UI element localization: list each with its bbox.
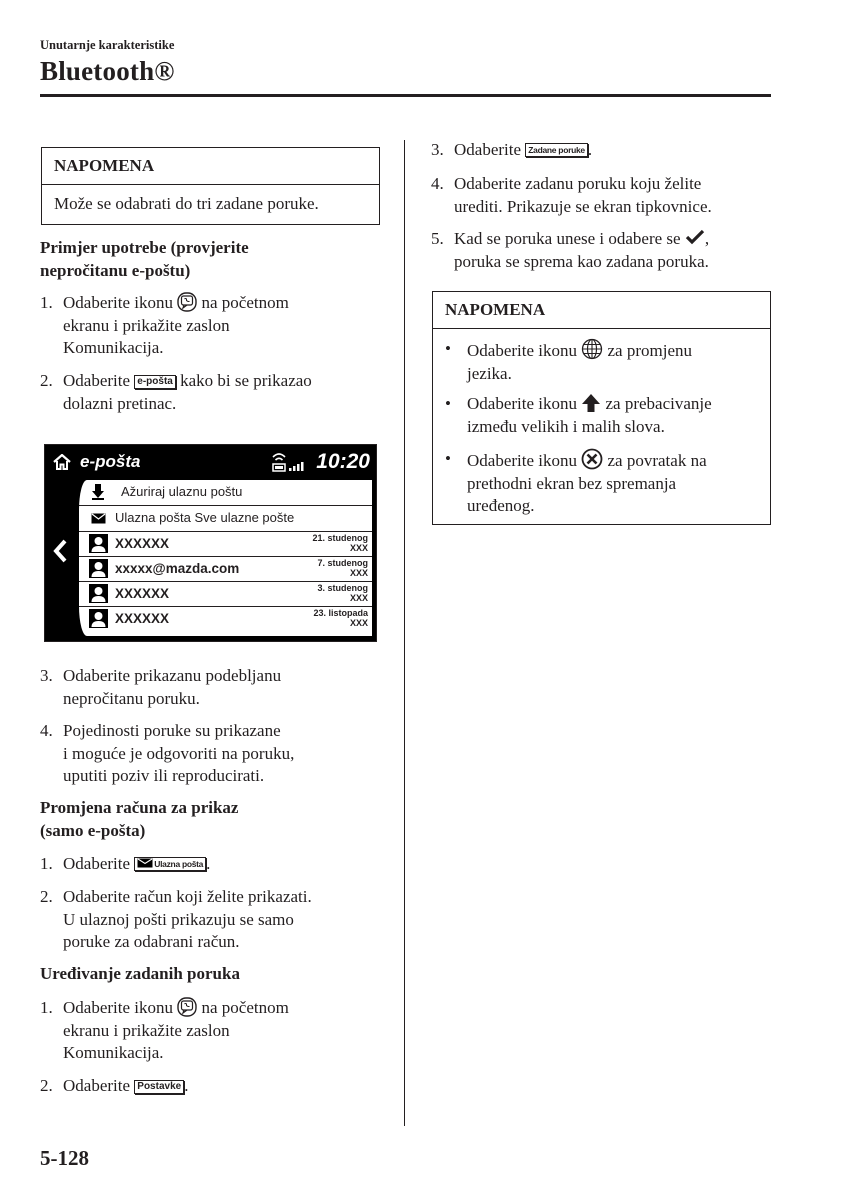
message-sender: XXXXXX — [115, 611, 170, 626]
email-button[interactable]: e-pošta — [134, 375, 176, 389]
step-text: ekranu i prikažite zaslon — [63, 1020, 230, 1040]
step-item — [40, 370, 380, 415]
step-text: uputiti poziv ili reproducirati. — [63, 766, 265, 785]
checkmark-icon[interactable] — [685, 229, 705, 245]
section-heading — [40, 797, 238, 842]
bullet-text: između velikih i malih slova. — [467, 416, 665, 436]
message-row[interactable] — [79, 532, 372, 557]
bullet-text: za promjenu — [607, 341, 692, 360]
step-item — [431, 173, 776, 218]
section-heading-line: Promjena računa za prikaz — [40, 798, 239, 817]
step-text: , — [704, 229, 710, 248]
step-text: Odaberite — [454, 140, 522, 159]
step-item — [431, 139, 771, 162]
step-text: Pojedinosti poruke su prikazane — [63, 721, 281, 740]
signal-icon — [269, 451, 309, 473]
step-text: urediti. Prikazuje se ekran tipkovnice. — [454, 196, 712, 216]
message-date-text: 3. studenog — [317, 583, 368, 593]
communication-icon[interactable] — [177, 292, 197, 312]
step-text: ekranu i prikažite zaslon — [63, 315, 230, 335]
step-number: 4. — [40, 721, 53, 740]
contact-avatar-icon — [89, 584, 108, 603]
message-date-text: 7. studenog — [317, 558, 368, 568]
message-date — [317, 558, 368, 578]
note-heading: NAPOMENA — [42, 148, 379, 185]
page-number: 5-128 — [40, 1146, 89, 1170]
section-heading: Uređivanje zadanih poruka — [40, 964, 240, 983]
section-label: Unutarnje karakteristike — [40, 38, 175, 52]
step-text: na početnom — [201, 998, 289, 1017]
step-text: Odaberite ikonu — [63, 293, 173, 312]
header-rule — [40, 94, 771, 97]
step-text: . — [184, 1076, 189, 1095]
contact-avatar-icon — [89, 534, 108, 553]
step-text: Odaberite ikonu — [63, 998, 173, 1017]
envelope-icon — [137, 858, 153, 868]
chevron-left-icon[interactable] — [52, 539, 68, 563]
bullet-text: za povratak na — [607, 451, 707, 470]
communication-icon[interactable] — [177, 997, 197, 1017]
inbox-button-label: Ulazna pošta — [154, 859, 204, 869]
step-text: Komunikacija. — [63, 1043, 164, 1062]
step-number: 2. — [40, 887, 53, 906]
globe-icon[interactable] — [581, 338, 603, 360]
step-text: . — [206, 854, 211, 873]
bullet-dot: • — [445, 339, 451, 358]
message-row[interactable] — [79, 582, 372, 607]
step-number: 2. — [40, 1076, 53, 1095]
message-sender: XXXXXX — [115, 586, 170, 601]
message-subject: XXX — [349, 593, 368, 603]
download-arrow-icon — [91, 483, 105, 500]
screen-title: e-pošta — [80, 452, 141, 471]
contact-avatar-icon — [89, 559, 108, 578]
email-screen — [44, 444, 377, 642]
step-number: 5. — [431, 229, 444, 248]
bullet-text: Odaberite ikonu — [467, 451, 577, 470]
inbox-button[interactable] — [134, 857, 206, 871]
message-sender: XXXXXX — [115, 536, 170, 551]
step-number: 1. — [40, 998, 53, 1017]
note-heading: NAPOMENA — [433, 292, 770, 329]
bullet-text: za prebacivanje — [605, 394, 712, 413]
message-row[interactable] — [79, 557, 372, 582]
step-text: poruka se sprema kao zadana poruka. — [454, 251, 709, 271]
bullet-text: prethodni ekran bez spremanja — [467, 473, 677, 493]
note-body: Može se odabrati do tri zadane poruke. — [54, 194, 319, 213]
step-item — [40, 1075, 380, 1098]
home-icon[interactable] — [53, 454, 71, 470]
inbox-filter-label: Ulazna pošta Sve ulazne pošte — [115, 510, 295, 525]
note-box — [432, 291, 771, 525]
note-bullet — [445, 448, 765, 518]
section-heading-line: Primjer upotrebe (provjerite — [40, 238, 249, 257]
update-inbox-row[interactable] — [79, 480, 372, 506]
message-date-text: 23. listopada — [313, 608, 368, 618]
page-title: Bluetooth® — [40, 56, 175, 86]
step-item — [40, 665, 380, 710]
step-item — [40, 886, 385, 954]
step-text: na početnom — [201, 293, 289, 312]
step-text: Komunikacija. — [63, 338, 164, 357]
column-divider — [404, 140, 405, 1126]
message-subject: XXX — [349, 543, 368, 553]
shift-arrow-icon[interactable] — [581, 393, 601, 413]
update-inbox-label: Ažuriraj ulaznu poštu — [121, 484, 243, 499]
step-item — [40, 997, 380, 1065]
step-item — [40, 292, 380, 360]
inbox-filter-row[interactable] — [79, 506, 372, 532]
section-heading-line: nepročitanu e-poštu) — [40, 260, 191, 280]
step-text: nepročitanu poruku. — [63, 688, 200, 708]
message-subject: XXX — [349, 568, 368, 578]
message-date — [313, 608, 368, 628]
note-box — [41, 147, 380, 225]
bullet-text: Odaberite ikonu — [467, 394, 577, 413]
message-date — [312, 533, 368, 553]
default-messages-button[interactable]: Zadane poruke — [525, 143, 588, 157]
message-subject: XXX — [349, 618, 368, 628]
step-number: 3. — [431, 140, 444, 159]
step-number: 3. — [40, 666, 53, 685]
message-date-text: 21. studenog — [312, 533, 368, 543]
step-item — [40, 853, 380, 876]
step-text: Kad se poruka unese i odabere se — [454, 229, 681, 248]
message-list — [79, 480, 372, 636]
step-text: dolazni pretinac. — [63, 393, 177, 413]
close-circle-icon[interactable] — [581, 448, 603, 470]
message-row[interactable] — [79, 607, 372, 631]
message-sender: xxxxx@mazda.com — [115, 561, 240, 576]
step-number: 1. — [40, 854, 53, 873]
message-date — [317, 583, 368, 603]
contact-avatar-icon — [89, 609, 108, 628]
step-item — [431, 228, 776, 273]
note-bullet — [445, 393, 765, 438]
step-text: poruke za odabrani račun. — [63, 932, 240, 951]
step-text: . — [587, 140, 593, 159]
step-text: Odaberite račun koji želite prikazati. — [63, 887, 312, 906]
step-text: Odaberite — [63, 371, 131, 390]
bullet-text: Odaberite ikonu — [467, 341, 577, 360]
bullet-dot: • — [445, 449, 451, 468]
step-number: 4. — [431, 174, 444, 193]
bullet-text: uređenog. — [467, 496, 535, 515]
note-bullet — [445, 338, 765, 385]
step-text: i moguće je odgovoriti na poruku, — [63, 743, 295, 763]
back-area[interactable] — [45, 479, 77, 641]
step-number: 1. — [40, 293, 53, 312]
step-text: U ulaznoj pošti prikazuju se samo — [63, 909, 294, 929]
step-text: Odaberite — [63, 1076, 131, 1095]
step-text: kako bi se prikazao — [180, 371, 312, 390]
screen-titlebar — [45, 445, 376, 479]
bullet-dot: • — [445, 394, 451, 413]
settings-button[interactable]: Postavke — [134, 1080, 184, 1094]
step-text: Odaberite prikazanu podebljanu — [63, 666, 282, 685]
envelope-icon — [91, 513, 106, 524]
section-heading-line: (samo e-pošta) — [40, 820, 146, 840]
section-heading — [40, 237, 249, 282]
clock: 10:20 — [316, 450, 370, 473]
step-number: 2. — [40, 371, 53, 390]
step-text: Odaberite — [63, 854, 131, 873]
step-item — [40, 720, 380, 788]
bullet-text: jezika. — [467, 363, 512, 383]
step-text: Odaberite zadanu poruku koju želite — [454, 174, 702, 193]
